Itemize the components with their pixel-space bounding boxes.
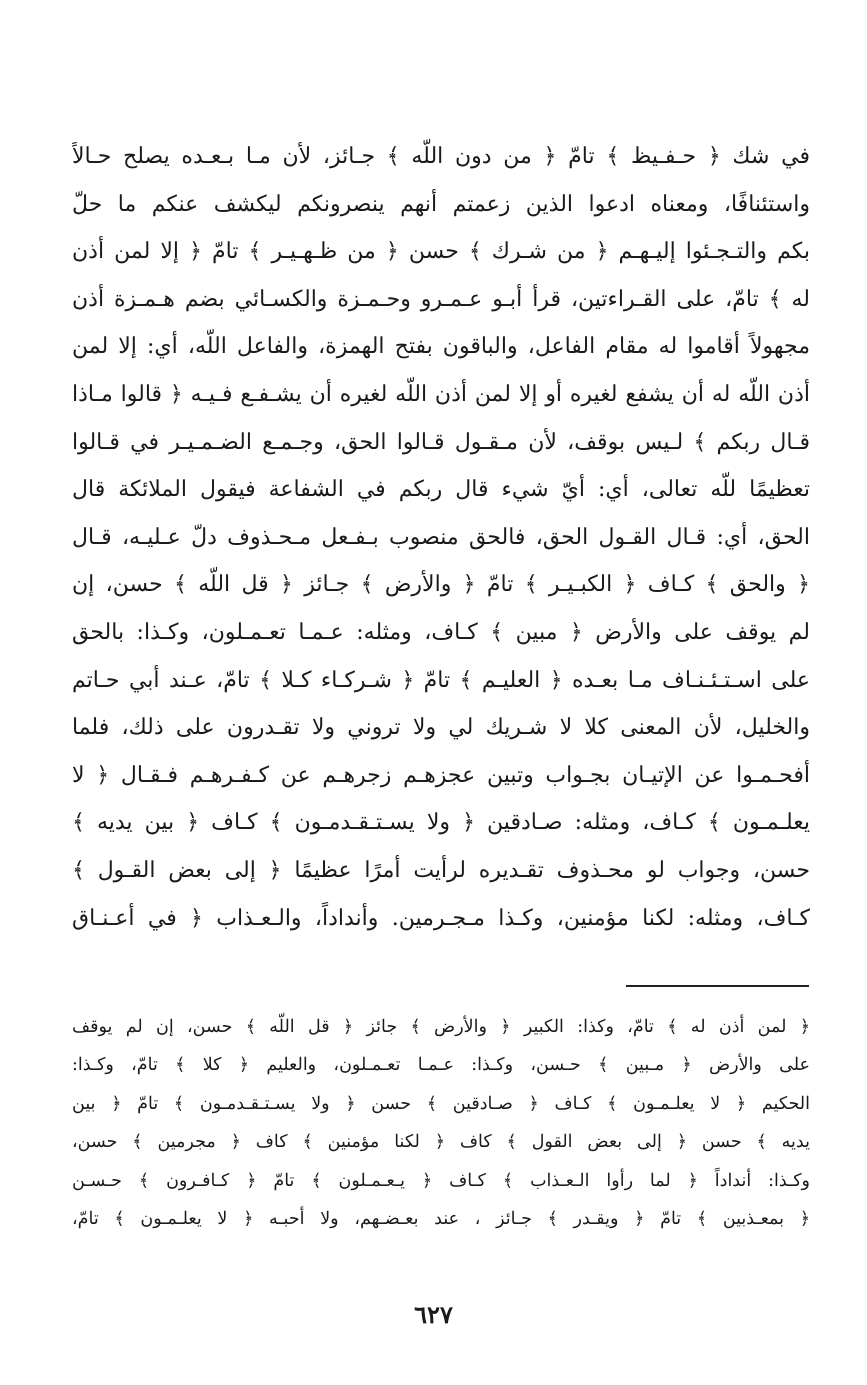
footnote-line-6: ﴿ بمعـذبين ﴾ تامّ ﴿ ويقـدر ﴾ جـائز ، عند بعـضـهم، ولا أحبـه ﴿ لا يعلـمـون ﴾ تامّ،: [72, 1208, 810, 1229]
main-text-line-17: كـاف، ومثله: لكنا مؤمنين، وكـذا مـجـرمين. وأنداداً، والـعـذاب ﴿ في أعـنـاق: [72, 905, 810, 931]
main-text-line-1: في شك ﴿ حـفـيظ ﴾ تامّ ﴿ من دون اللّه ﴾ جـائز، لأن مـا بـعـده يصلح حـالاً: [72, 144, 810, 169]
main-text-block: [72, 133, 810, 942]
main-text-line-6: أذن اللّه له أن يشفع لغيره أو إلا لمن أذن اللّه لغيره أن يشـفـع فـيـه ﴿ قالوا مـاذا: [72, 381, 810, 407]
footnote-line-2: على والأرض ﴿ مـبين ﴾ حـسن، وكـذا: عـمـا تعـمـلون، والعليم ﴿ كلا ﴾ تامّ، وكـذا:: [72, 1055, 810, 1076]
main-text-line-4: له ﴾ تامّ، على القـراءتين، قرأ أبـو عـمـرو وحـمـزة والكسـائي بضم هـمـزة أذن: [72, 286, 810, 312]
main-text-line-8: تعظيمًا للّه تعالى، أي: أيّ شيء قال ربكم في الشفاعة فيقول الملائكة قال: [72, 477, 810, 503]
main-text-line-3: بكم والتـجـئوا إليـهـم ﴿ من شـرك ﴾ حسن ﴿ من ظـهـيـر ﴾ تامّ ﴿ إلا لمن أذن: [72, 239, 810, 265]
main-text-line-14: أفحـمـوا عن الإتيـان بجـواب وتبين عجزهـم زجرهـم عن كـفـرهـم فـقـال ﴿ لا: [72, 762, 810, 788]
footnote-line-1: ﴿ لمن أذن له ﴾ تامّ، وكذا: الكبير ﴿ والأرض ﴾ جائز ﴿ قل اللّه ﴾ حسن، إن لم يوقف: [72, 1017, 810, 1037]
main-text-line-9: الحق، أي: قـال القـول الحق، فالحق منصوب بـفـعل مـحـذوف دلّ عـليـه، قـال: [72, 524, 810, 550]
main-text-line-7: قـال ربكم ﴾ لـيس بوقف، لأن مـقـول قـالوا الحق، وجـمـع الضـمـيـر في قـالوا: [72, 429, 810, 455]
footnote-line-4: يديه ﴾ حسن ﴿ إلى بعض القول ﴾ كاف ﴿ لكنا مؤمنين ﴾ كاف ﴿ مجرمين ﴾ حسن،: [72, 1132, 810, 1153]
main-text-line-15: يعلـمـون ﴾ كـاف، ومثله: صـادقين ﴿ ولا يسـتـقـدمـون ﴾ كـاف ﴿ بين يديه ﴾: [72, 810, 810, 836]
main-text-line-12: على اسـتـئـنـاف مـا بعـده ﴿ العليـم ﴾ تامّ ﴿ شـركـاء كـلا ﴾ تامّ، عـند أبي حـاتم: [72, 667, 810, 693]
main-text-line-5: مجهولاً أقاموا له مقام الفاعل، والباقون بفتح الهمزة، والفاعل اللّه، أي: إلا لمن: [72, 334, 810, 360]
main-text-line-11: لم يوقف على والأرض ﴿ مبين ﴾ كـاف، ومثله: عـمـا تعـمـلون، وكـذا: بالحق: [72, 619, 810, 645]
main-text-line-10: ﴿ والحق ﴾ كـاف ﴿ الكبـيـر ﴾ تامّ ﴿ والأرض ﴾ جـائز ﴿ قل اللّه ﴾ حسن، إن: [72, 572, 810, 598]
main-text-line-13: والخليل، لأن المعنى كلا لا شـريك لي ولا تروني ولا تقـدرون على ذلك، فلما: [72, 715, 810, 741]
main-text-line-2: واستئنافًا، ومعناه ادعوا الذين زعمتم أنهم ينصرونكم ليكشف عنكم ما حلّ: [72, 191, 810, 217]
page-number: ٦٢٧: [414, 1300, 453, 1329]
footnotes-block: [72, 1008, 810, 1238]
main-text-line-16: حسن، وجواب لو محـذوف تقـديره لرأيت أمرًا عظيمًا ﴿ إلى بعض القـول ﴾: [72, 857, 810, 883]
footnote-line-3: الحكيم ﴿ لا يعلـمـون ﴾ كـاف ﴿ صـادقين ﴾ حسن ﴿ ولا يسـتـقـدمـون ﴾ تامّ ﴿ بين: [72, 1093, 810, 1114]
footnote-separator-rule: [626, 985, 809, 987]
footnote-line-5: وكـذا: أنداداً ﴿ لما رأوا الـعـذاب ﴾ كـاف ﴿ يـعـمـلون ﴾ تامّ ﴿ كـافـرون ﴾ حـسـن: [72, 1170, 810, 1191]
